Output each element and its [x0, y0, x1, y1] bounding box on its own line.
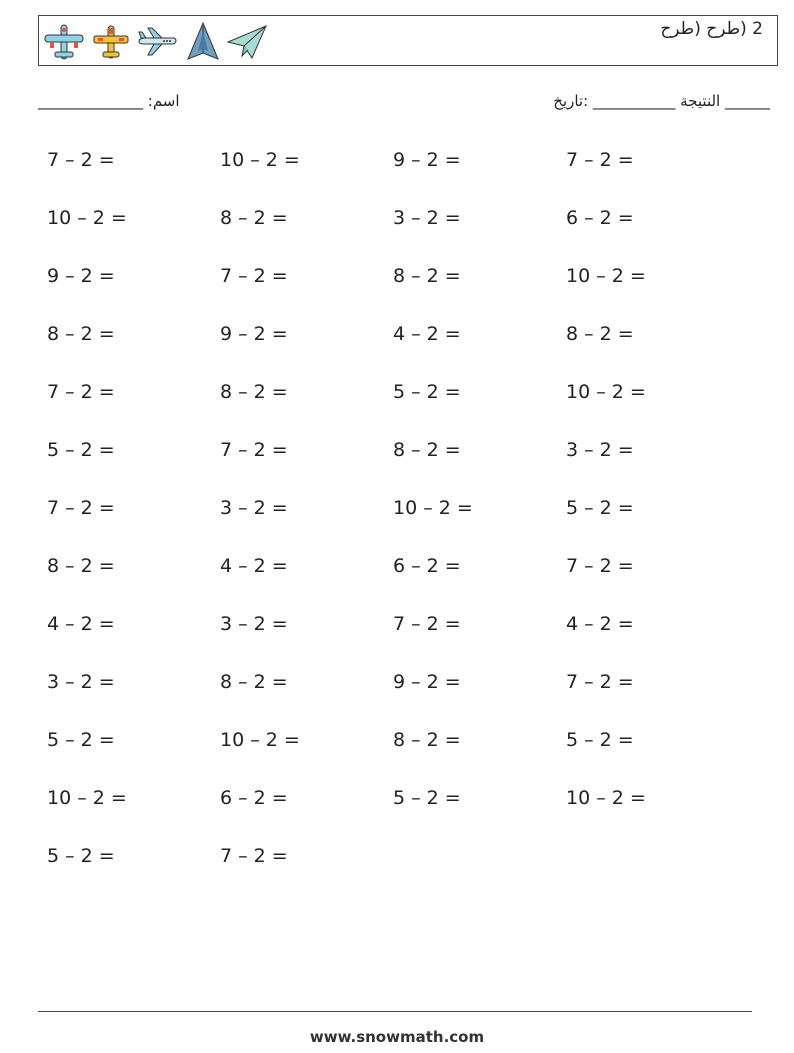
problem-item: 7 – 2 =: [566, 149, 634, 171]
problem-item: 9 – 2 =: [47, 265, 115, 287]
problem-item: 10 – 2 =: [393, 497, 473, 519]
problem-item: 5 – 2 =: [47, 729, 115, 751]
propeller-plane-icon: [42, 22, 86, 62]
problem-item: 7 – 2 =: [566, 555, 634, 577]
problem-item: 8 – 2 =: [220, 671, 288, 693]
problem-item: 10 – 2 =: [47, 207, 127, 229]
problem-item: 7 – 2 =: [566, 671, 634, 693]
problem-item: 8 – 2 =: [220, 381, 288, 403]
problem-item: 4 – 2 =: [566, 613, 634, 635]
problem-item: 6 – 2 =: [220, 787, 288, 809]
problem-item: 3 – 2 =: [47, 671, 115, 693]
problem-item: 10 – 2 =: [47, 787, 127, 809]
problem-item: 10 – 2 =: [566, 265, 646, 287]
problem-item: 10 – 2 =: [220, 149, 300, 171]
problem-item: 8 – 2 =: [47, 555, 115, 577]
problem-item: 3 – 2 =: [393, 207, 461, 229]
problem-item: 3 – 2 =: [220, 613, 288, 635]
problem-item: 10 – 2 =: [566, 381, 646, 403]
problem-item: 5 – 2 =: [47, 845, 115, 867]
problem-item: 8 – 2 =: [47, 323, 115, 345]
paper-plane-icon: [226, 22, 268, 62]
problem-item: 6 – 2 =: [566, 207, 634, 229]
stealth-jet-icon: [186, 21, 220, 63]
problem-item: 5 – 2 =: [566, 729, 634, 751]
problem-item: 8 – 2 =: [393, 265, 461, 287]
problem-item: 7 – 2 =: [47, 381, 115, 403]
worksheet-title: 2 (طرح (طرح: [660, 19, 763, 39]
problem-item: 8 – 2 =: [393, 439, 461, 461]
yellow-plane-icon: [92, 22, 130, 62]
problem-item: 8 – 2 =: [220, 207, 288, 229]
problem-item: 4 – 2 =: [393, 323, 461, 345]
footer-url: www.snowmath.com: [309, 1028, 485, 1046]
problem-item: 7 – 2 =: [220, 439, 288, 461]
problem-item: 7 – 2 =: [393, 613, 461, 635]
worksheet-header: [38, 15, 778, 66]
name-field-line: ______________ :اسم: [38, 92, 180, 110]
problem-item: 5 – 2 =: [393, 787, 461, 809]
problem-item: 4 – 2 =: [220, 555, 288, 577]
problem-item: 10 – 2 =: [566, 787, 646, 809]
problem-item: 7 – 2 =: [47, 497, 115, 519]
problem-item: 6 – 2 =: [393, 555, 461, 577]
problem-item: 10 – 2 =: [220, 729, 300, 751]
problem-item: 4 – 2 =: [47, 613, 115, 635]
problem-item: 9 – 2 =: [220, 323, 288, 345]
problem-item: 5 – 2 =: [566, 497, 634, 519]
problem-item: 9 – 2 =: [393, 149, 461, 171]
problem-item: 5 – 2 =: [393, 381, 461, 403]
footer-divider: [38, 1011, 752, 1012]
problem-item: 8 – 2 =: [566, 323, 634, 345]
problem-item: 5 – 2 =: [47, 439, 115, 461]
date-score-field-line: النتيجة ___________ :تاريخ ______: [553, 92, 770, 110]
problem-item: 7 – 2 =: [220, 845, 288, 867]
problem-grid: [47, 146, 739, 900]
passenger-jet-icon: [136, 22, 180, 62]
problem-item: 3 – 2 =: [220, 497, 288, 519]
problem-item: 9 – 2 =: [393, 671, 461, 693]
problem-item: 8 – 2 =: [393, 729, 461, 751]
problem-item: 7 – 2 =: [47, 149, 115, 171]
problem-item: 7 – 2 =: [220, 265, 288, 287]
icon-strip: [42, 20, 268, 64]
problem-item: 3 – 2 =: [566, 439, 634, 461]
